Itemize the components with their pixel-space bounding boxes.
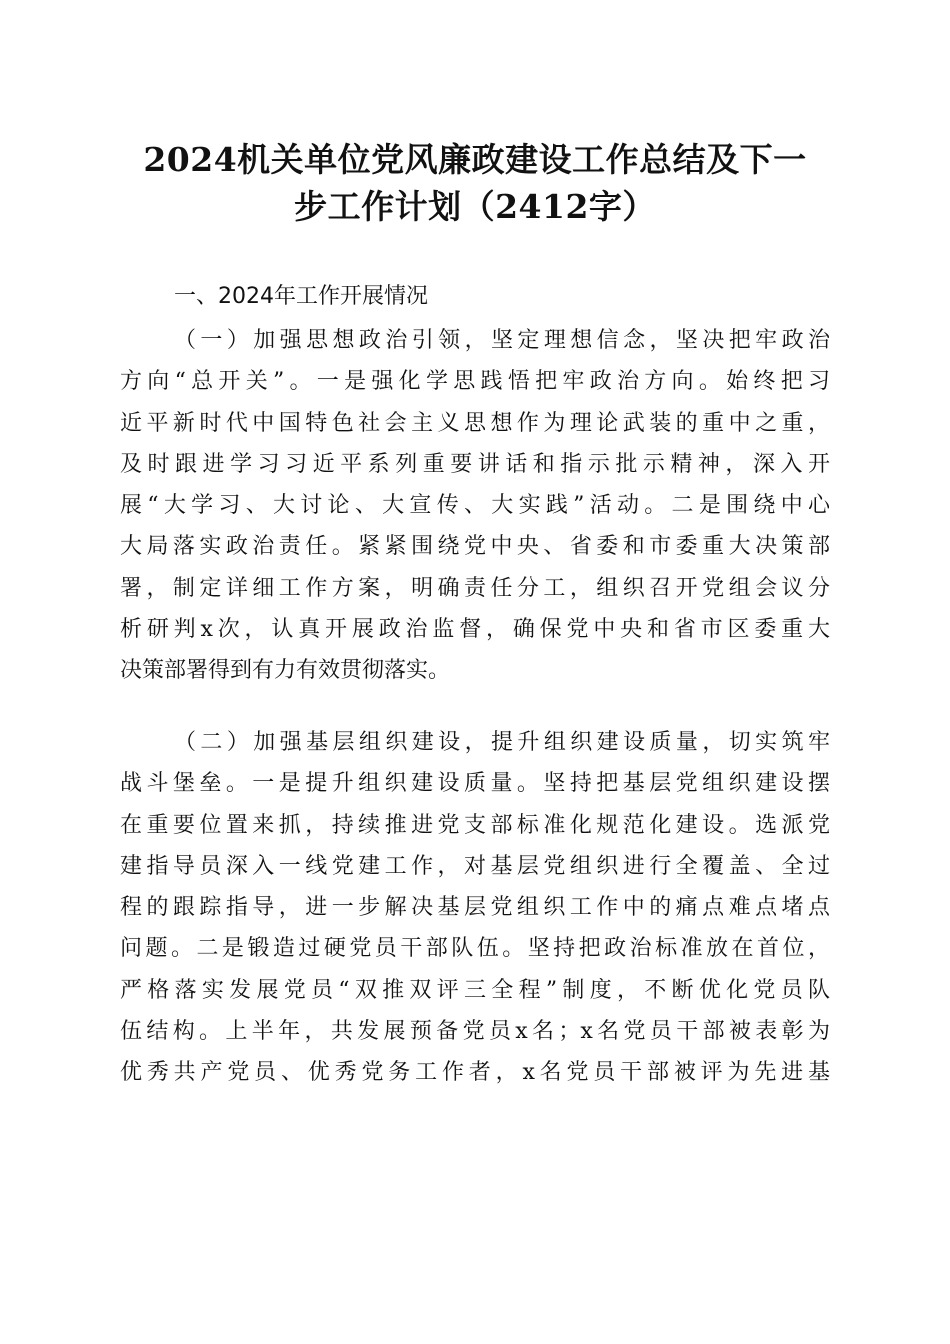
document-title xyxy=(120,136,830,230)
paragraph-2-line: （二）加强基层组织建设，提升组织建设质量，切实筑牢 xyxy=(174,730,830,755)
paragraph-2-line: 问题。二是锻造过硬党员干部队伍。坚持把政治标准放在首位， xyxy=(120,936,830,962)
title-line-2: 步工作计划（2412字） xyxy=(294,187,656,226)
paragraph-1-line: 署，制定详细工作方案，明确责任分工，组织召开党组会议分 xyxy=(120,575,830,601)
paragraph-2-line: 战斗堡垒。一是提升组织建设质量。坚持把基层党组织建设摆 xyxy=(120,771,830,797)
paragraph-2 xyxy=(120,722,830,1094)
paragraph-1 xyxy=(120,320,830,692)
paragraph-2-line: 伍结构。上半年，共发展预备党员x名；x名党员干部被表彰为 xyxy=(120,1019,830,1045)
paragraph-2-line: 严格落实发展党员“双推双评三全程”制度，不断优化党员队 xyxy=(120,977,830,1003)
paragraph-1-line: 近平新时代中国特色社会主义思想作为理论武装的重中之重， xyxy=(120,410,830,436)
paragraph-1-line: 展“大学习、大讨论、大宣传、大实践”活动。二是围绕中心 xyxy=(120,493,830,519)
title-line-1: 2024机关单位党风廉政建设工作总结及下一 xyxy=(143,140,807,179)
paragraph-1-line: （一）加强思想政治引领，坚定理想信念，坚决把牢政治 xyxy=(174,328,830,353)
paragraph-2-line: 建指导员深入一线党建工作，对基层党组织进行全覆盖、全过 xyxy=(120,853,830,879)
paragraph-2-line: 程的跟踪指导，进一步解决基层党组织工作中的痛点难点堵点 xyxy=(120,895,830,921)
paragraph-1-line: 大局落实政治责任。紧紧围绕党中央、省委和市委重大决策部 xyxy=(120,534,830,560)
paragraph-1-line: 方向“总开关”。一是强化学思践悟把牢政治方向。始终把习 xyxy=(120,369,830,395)
paragraph-2-line: 在重要位置来抓，持续推进党支部标准化规范化建设。选派党 xyxy=(120,812,830,838)
section-heading: 一、2024年工作开展情况 xyxy=(174,284,428,309)
paragraph-1-line: 及时跟进学习习近平系列重要讲话和指示批示精神，深入开 xyxy=(120,451,830,477)
paragraph-1-line: 析研判x次，认真开展政治监督，确保党中央和省市区委重大 xyxy=(120,617,830,643)
paragraph-2-line: 优秀共产党员、优秀党务工作者，x名党员干部被评为先进基 xyxy=(120,1060,830,1086)
paragraph-1-line: 决策部署得到有力有效贯彻落实。 xyxy=(120,658,451,684)
